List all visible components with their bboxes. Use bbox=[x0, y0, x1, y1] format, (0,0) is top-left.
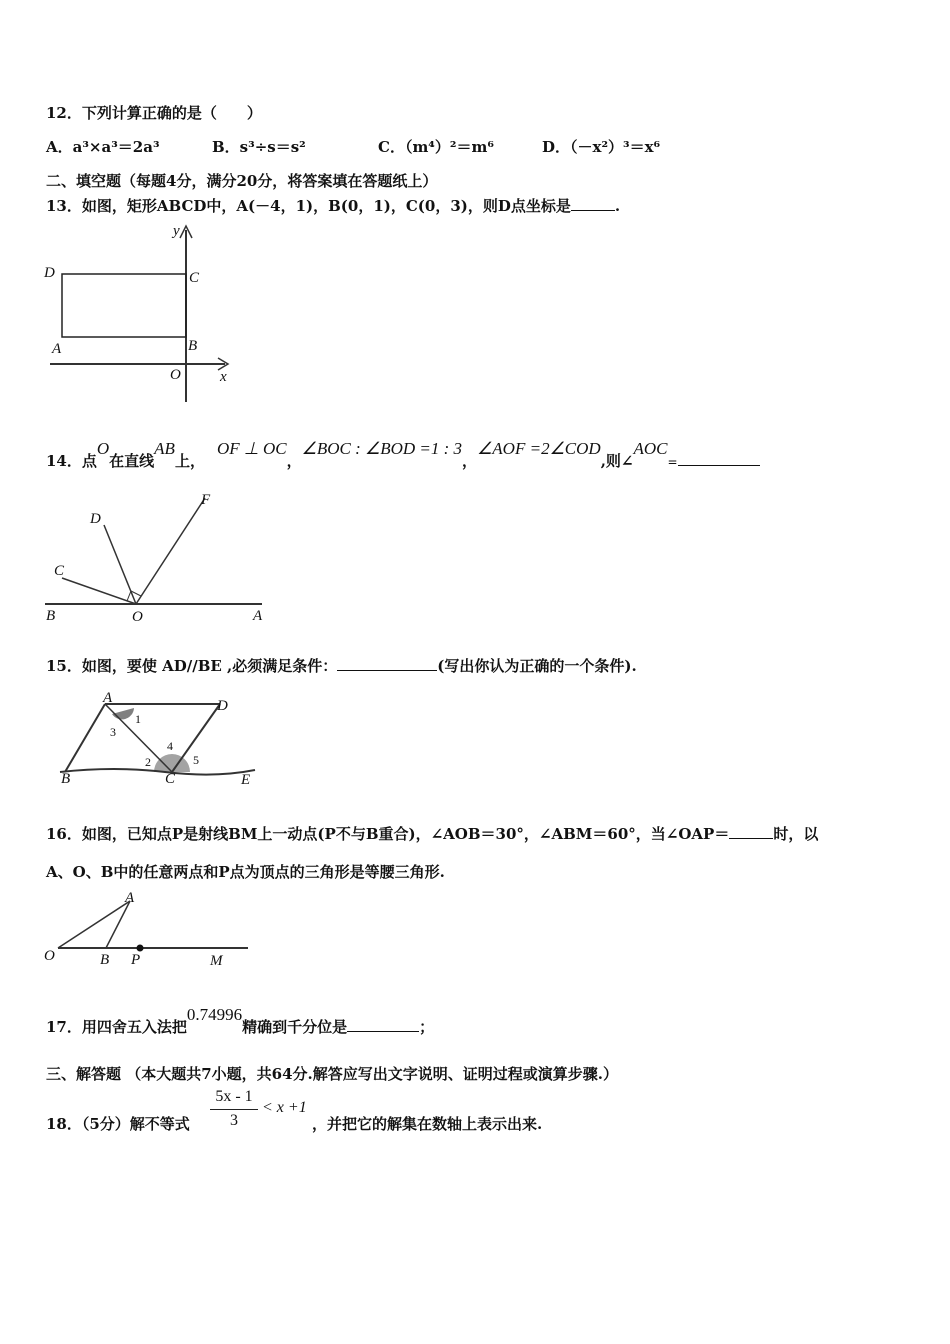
point-c-label: C bbox=[189, 270, 200, 286]
q18-fraction-bar bbox=[210, 1109, 258, 1110]
q18-post: ，并把它的解集在数轴上表示出来. bbox=[312, 1115, 543, 1133]
point-a-label: A bbox=[103, 690, 113, 706]
q13-end: . bbox=[614, 197, 621, 215]
angle-4-label: 4 bbox=[167, 739, 173, 753]
point-a-label: A bbox=[253, 608, 263, 624]
q12-option-b: B．s³÷s＝s² bbox=[212, 138, 306, 156]
point-a-label: A bbox=[125, 890, 135, 906]
segment-oa bbox=[58, 901, 130, 948]
point-d-label: D bbox=[90, 511, 101, 527]
q15-text: 15．如图，要使 AD//BE ,必须满足条件： bbox=[46, 657, 338, 675]
q14-answer-blank[interactable] bbox=[678, 451, 760, 466]
q15-figure bbox=[55, 688, 265, 788]
x-label: x bbox=[220, 369, 227, 385]
angle-3-label: 3 bbox=[110, 725, 116, 739]
point-d-label: D bbox=[44, 265, 55, 281]
q13-answer-blank[interactable] bbox=[571, 196, 615, 211]
q14-t2: 上， bbox=[174, 452, 205, 470]
origin-label: O bbox=[170, 367, 181, 383]
q14-line-ab: AB bbox=[154, 439, 175, 458]
point-c-label: C bbox=[165, 771, 176, 787]
segment-ab bbox=[65, 704, 105, 772]
q14-aoc: AOC bbox=[633, 439, 668, 458]
angle-1-label: 1 bbox=[135, 712, 141, 726]
q15-tail: (写出你认为正确的一个条件). bbox=[437, 657, 637, 675]
point-b-label: B bbox=[46, 608, 56, 624]
point-e-label: E bbox=[241, 772, 251, 788]
rectangle-abcd bbox=[62, 274, 186, 337]
q14-cond-ratio: ∠BOC : ∠BOD =1 : 3 bbox=[301, 439, 463, 458]
y-label: y bbox=[173, 223, 180, 239]
angle-4-shade bbox=[154, 754, 190, 772]
point-f-label: F bbox=[201, 492, 211, 508]
ray-od bbox=[104, 525, 136, 604]
q17-post: 精确到千分位是 bbox=[242, 1018, 348, 1036]
q14-t3: ,则∠ bbox=[600, 452, 634, 470]
point-m-label: M bbox=[210, 953, 223, 969]
q14-point-o: O bbox=[96, 439, 110, 458]
point-p-label: P bbox=[131, 952, 141, 968]
q15-stem bbox=[46, 655, 637, 676]
q16-text-a: 16．如图，已知点P是射线BM上一动点(P不与B重合)，∠AOB＝30°，∠ABM＝60°，当∠OAP＝ bbox=[46, 825, 730, 843]
q14-num: 14．点 bbox=[46, 452, 97, 470]
q17-stem bbox=[46, 1005, 435, 1037]
q14-t1: 在直线 bbox=[109, 452, 155, 470]
q12-stem: 12．下列计算正确的是（ ） bbox=[46, 104, 262, 122]
q16-line-2: A、O、B中的任意两点和P点为顶点的三角形是等腰三角形. bbox=[46, 863, 445, 881]
q16-answer-blank[interactable] bbox=[729, 824, 773, 839]
q17-pre: 17．用四舍五入法把 bbox=[46, 1018, 187, 1036]
q17-end: ； bbox=[419, 1018, 435, 1036]
q16-text-b: 时，以 bbox=[773, 825, 819, 843]
q18-denominator: 3 bbox=[230, 1112, 238, 1129]
point-d-label: D bbox=[217, 698, 228, 714]
q14-sep2: ， bbox=[462, 452, 478, 470]
q17-number: 0.74996 bbox=[186, 1005, 243, 1024]
q16-line-1 bbox=[46, 823, 818, 844]
q12-option-a: A．a³×a³＝2a³ bbox=[46, 138, 160, 156]
q13-figure bbox=[40, 222, 240, 407]
point-b-label: B bbox=[188, 338, 198, 354]
q14-eq: = bbox=[667, 455, 678, 469]
section-3-heading: 三、解答题 （本大题共7小题，共64分.解答应写出文字说明、证明过程或演算步骤.） bbox=[46, 1065, 618, 1083]
q14-cond-angle: ∠AOF =2∠COD bbox=[477, 439, 601, 458]
q17-answer-blank[interactable] bbox=[347, 1017, 419, 1032]
q15-answer-blank[interactable] bbox=[337, 656, 437, 671]
point-o-label: O bbox=[132, 609, 143, 625]
point-b-label: B bbox=[61, 771, 71, 787]
q14-figure bbox=[40, 490, 280, 625]
point-a-label: A bbox=[52, 341, 62, 357]
section-2-heading: 二、填空题（每题4分，满分20分，将答案填在答题纸上） bbox=[46, 172, 438, 190]
angle-2-label: 2 bbox=[145, 755, 151, 769]
q18-pre: 18．（5分）解不等式 bbox=[46, 1115, 190, 1133]
ray-oc bbox=[62, 578, 136, 604]
point-o-label: O bbox=[44, 948, 55, 964]
angle-5-label: 5 bbox=[193, 753, 199, 767]
point-c-label: C bbox=[54, 563, 65, 579]
q13-text: 13．如图，矩形ABCD中，A(－4，1)，B(0，1)，C(0，3)，则D点坐标是 bbox=[46, 197, 571, 215]
point-p-dot bbox=[137, 945, 144, 952]
q18-rhs: < x +1 bbox=[262, 1099, 307, 1116]
q14-sep1: ， bbox=[286, 452, 302, 470]
q12-option-c: C．（m⁴）²＝m⁶ bbox=[378, 138, 494, 156]
q14-cond-perp: OF ⊥ OC bbox=[216, 439, 287, 458]
q18-numerator: 5x - 1 bbox=[215, 1088, 253, 1105]
q13-stem bbox=[46, 195, 620, 216]
q14-stem bbox=[46, 439, 760, 471]
ray-of bbox=[136, 498, 205, 604]
q12-option-d: D．（－x²）³＝x⁶ bbox=[542, 138, 661, 156]
point-b-label: B bbox=[100, 952, 110, 968]
q16-figure bbox=[40, 888, 260, 973]
